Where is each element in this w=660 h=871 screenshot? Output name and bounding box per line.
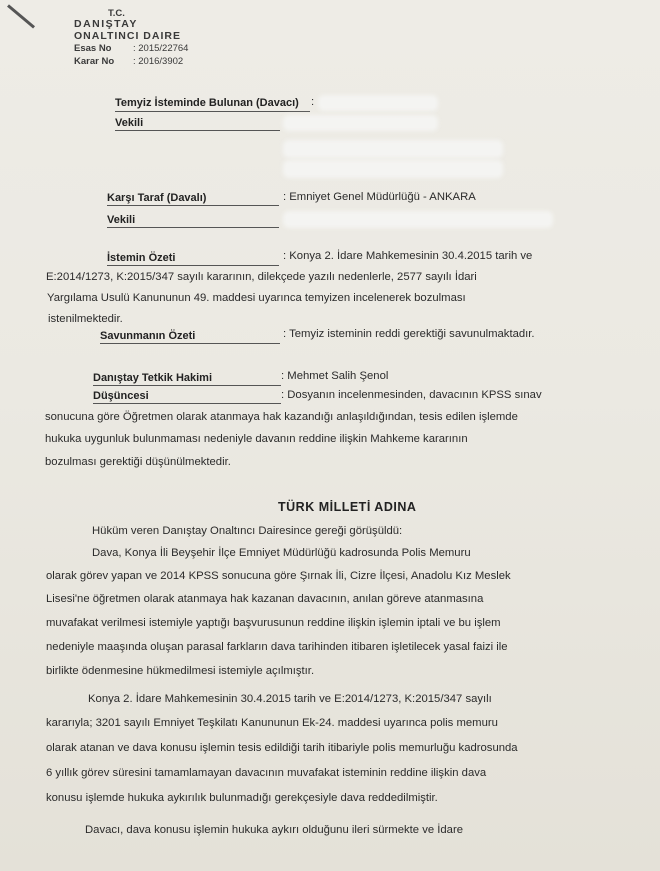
staple-mark [7,4,35,28]
court-name: DANIŞTAY [74,18,138,30]
paragraph-line: 6 yıllık görev süresini tamamlamayan davacının muvafakat isteminin reddine ilişkin dava [46,767,487,779]
redacted-block [283,140,503,158]
redacted-block [283,211,553,228]
underline [93,385,281,386]
paragraph-line: nedeniyle maaşında oluşan parasal farkların dava tarihinden itibaren işletilecek yasal faizi ile [46,641,508,653]
respondent-value: : Emniyet Genel Müdürlüğü - ANKARA [283,191,476,203]
esas-label: Esas No [74,43,112,54]
defense-label: Savunmanın Özeti [100,330,196,342]
summary-line: E:2014/1273, K:2015/347 sayılı kararının, dilekçede yazılı nedenlerle, 2577 sayılı İdari [46,271,477,283]
redacted-block [283,160,503,178]
paragraph-line: Konya 2. İdare Mahkemesinin 30.4.2015 tarih ve E:2014/1273, K:2015/347 sayılı [88,693,492,705]
opinion-label: Düşüncesi [93,390,149,402]
summary-line: istenilmektedir. [48,313,123,325]
paragraph-line: konusu işlemde hukuka aykırılık bulunmadığı gerekçesiyle dava reddedilmiştir. [46,792,438,804]
paragraph-line: Davacı, dava konusu işlemin hukuka aykırı olduğunu ileri sürmekte ve İdare [85,824,464,836]
opinion-line: hukuka uygunluk bulunmaması nedeniyle davanın reddine ilişkin Mahkeme kararının [45,433,468,445]
paragraph-line: birlikte ödenmesine hükmedilmesi istemiyle açılmıştır. [46,665,315,677]
paragraph-line: muvafakat verilmesi istemiyle yaptığı başvurusunun reddine ilişkin işlemin iptali ve bu işlem [46,617,501,629]
paragraph-line: Lisesi'ne öğretmen olarak atanmaya hak kazanan davacının, anılan göreve atanmasına [46,593,484,605]
summary-line: Yargılama Usulü Kanununun 49. maddesi uyarınca temyizen incelenerek bozulması [47,292,466,304]
decision-title: TÜRK MİLLETİ ADINA [278,500,417,514]
defense-value: : Temyiz isteminin reddi gerektiği savunulmaktadır. [283,328,535,340]
paragraph-line: olarak görev yapan ve 2014 KPSS sonucuna göre Şırnak İli, Cizre İlçesi, Anadolu Kız Meslek [46,570,511,582]
appellant-colon: : [311,96,315,108]
karar-label: Karar No [74,56,115,67]
respondent-label: Karşı Taraf (Davalı) [107,192,207,204]
counsel1-label: Vekili [115,117,144,129]
redacted-block [318,95,438,111]
counsel2-label: Vekili [107,214,136,226]
judge-label: Danıştay Tetkik Hakimi [93,372,213,384]
underline [100,343,280,344]
underline [93,403,281,404]
esas-value: : 2015/22764 [133,43,189,54]
chamber-name: ONALTINCI DAIRE [74,30,181,42]
tc-label: T.C. [108,8,125,19]
karar-value: : 2016/3902 [133,56,184,67]
underline [107,205,279,206]
redacted-block [283,115,438,131]
summary-line: : Konya 2. İdare Mahkemesinin 30.4.2015 tarih ve [283,250,533,262]
opinion-line: : Dosyanın incelenmesinden, davacının KPSS sınav [281,389,542,401]
paragraph-line: Dava, Konya İli Beyşehir İlçe Emniyet Müdürlüğü kadrosunda Polis Memuru [92,547,471,559]
paragraph-line: kararıyla; 3201 sayılı Emniyet Teşkilatı Kanununun Ek-24. maddesi uyarınca polis memuru [46,717,498,729]
underline [107,227,279,228]
decision-intro: Hüküm veren Danıştay Onaltıncı Dairesince gereği görüşüldü: [92,525,403,537]
opinion-line: sonucuna göre Öğretmen olarak atanmaya hak kazandığı anlaşıldığından, tesis edilen işlemde [45,411,518,423]
judge-value: : Mehmet Salih Şenol [281,370,389,382]
underline [115,111,310,112]
opinion-line: bozulması gerektiği düşünülmektedir. [45,456,231,468]
appellant-label: Temyiz İsteminde Bulunan (Davacı) [115,97,299,109]
underline [115,130,280,131]
paragraph-line: olarak atanan ve dava konusu işlemin tesis edildiği tarih itibariyle polis memurluğu kadrosunda [46,742,518,754]
summary-label: İstemin Özeti [107,252,176,264]
underline [107,265,279,266]
